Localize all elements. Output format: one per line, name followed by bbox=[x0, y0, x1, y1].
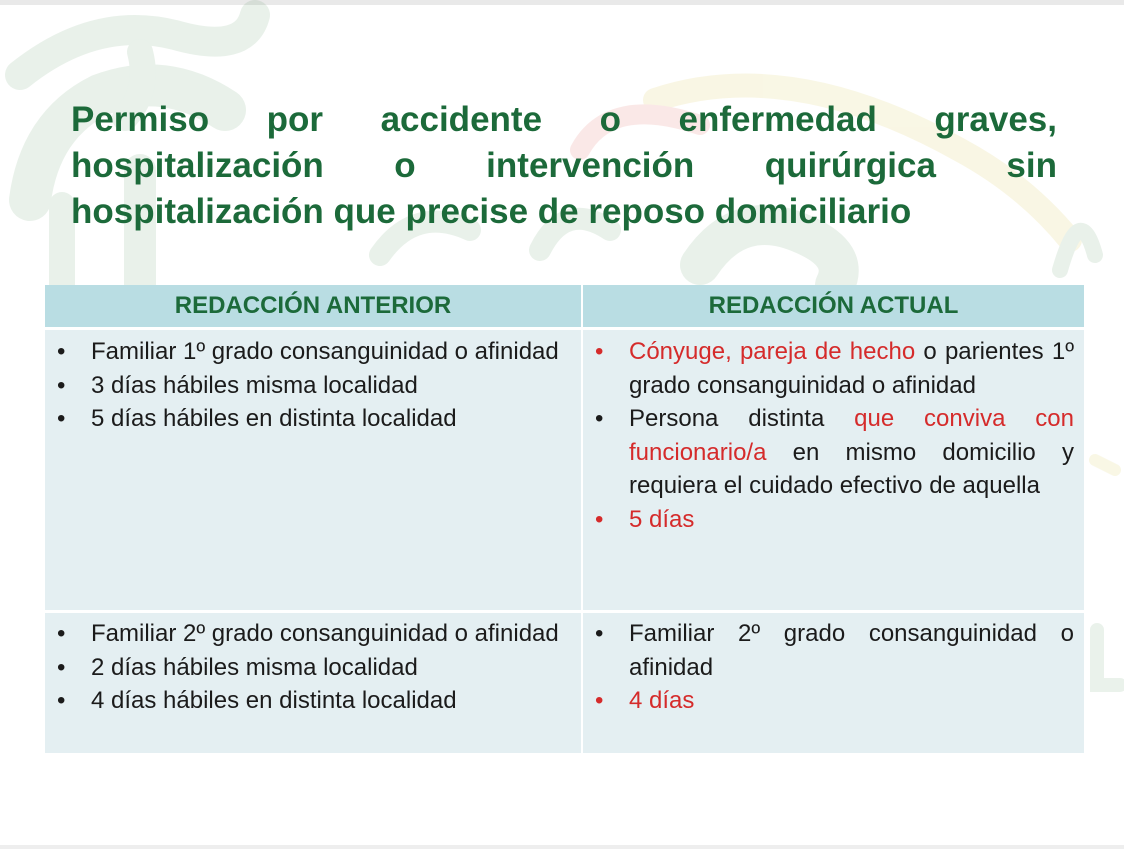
list-item bbox=[583, 402, 1074, 503]
list-item: • 2 días hábiles misma localidad bbox=[45, 651, 571, 685]
list-item: • 5 días bbox=[583, 503, 1074, 537]
table-header-row bbox=[45, 285, 1084, 329]
list-item: • Familiar 2º grado consanguinidad o afinidad bbox=[45, 617, 571, 651]
bullet-list bbox=[45, 330, 571, 436]
cell-actual-row1 bbox=[582, 329, 1084, 612]
bullet-list bbox=[583, 613, 1074, 718]
table-row bbox=[45, 329, 1084, 612]
frame-bottom-border bbox=[0, 845, 1124, 849]
list-item: • 4 días hábiles en distinta localidad bbox=[45, 684, 571, 718]
comparison-table bbox=[45, 285, 1084, 753]
list-item-text: o parientes 1º grado consanguinidad o afinidad bbox=[629, 338, 1074, 399]
list-item-text: en mismo domicilio y requiera el cuidado efectivo de aquella bbox=[629, 438, 1074, 499]
highlight-text: Cónyuge, pareja de hecho bbox=[629, 338, 916, 365]
cell-anterior-row2 bbox=[45, 612, 582, 754]
header-redaccion-anterior: REDACCIÓN ANTERIOR bbox=[45, 285, 582, 329]
bullet-list bbox=[583, 330, 1074, 536]
table-row bbox=[45, 612, 1084, 754]
cell-anterior-row1 bbox=[45, 329, 582, 612]
list-item bbox=[583, 335, 1074, 402]
list-item: • Familiar 1º grado consanguinidad o afinidad bbox=[45, 335, 571, 369]
list-item: • 4 días bbox=[583, 684, 1074, 718]
list-item: • 3 días hábiles misma localidad bbox=[45, 369, 571, 403]
list-item: • Familiar 2º grado consanguinidad o afinidad bbox=[583, 617, 1074, 684]
cell-actual-row2 bbox=[582, 612, 1084, 754]
list-item: • 5 días hábiles en distinta localidad bbox=[45, 402, 571, 436]
page-title: Permiso por accidente o enfermedad graves, hospitalización o intervención quirúrgica sin hospitalización que precise de reposo domiciliario bbox=[71, 100, 1057, 231]
bullet-list bbox=[45, 613, 571, 718]
highlight-text: que conviva con funcionario/a bbox=[629, 405, 1074, 466]
list-item-text: Persona distinta bbox=[629, 405, 855, 432]
header-redaccion-actual: REDACCIÓN ACTUAL bbox=[582, 285, 1084, 329]
